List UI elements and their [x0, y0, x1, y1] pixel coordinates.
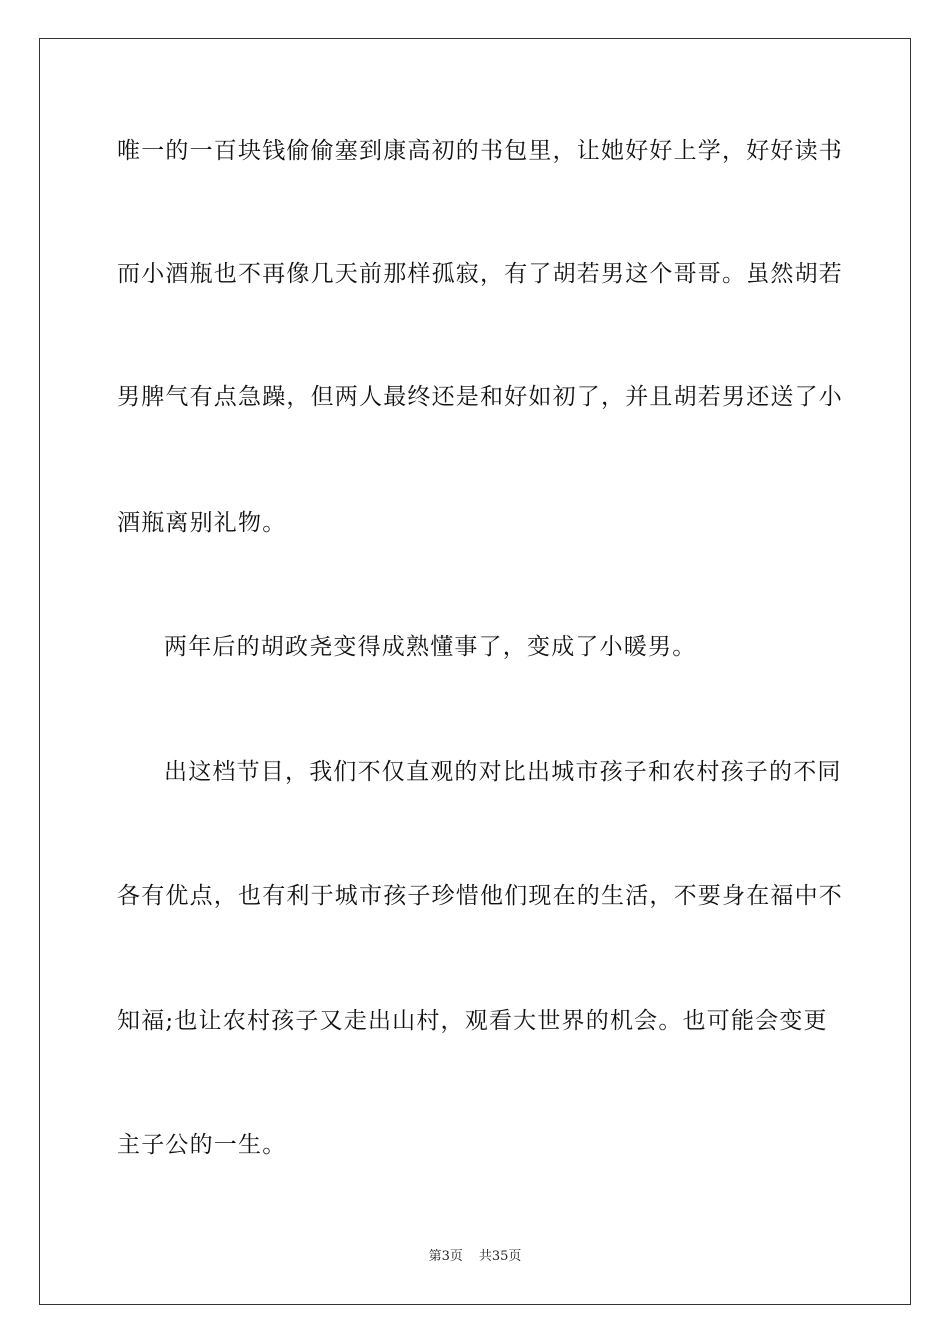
paragraph-line: 而小酒瓶也不再像几天前那样孤寂，有了胡若男这个哥哥。虽然胡若 — [117, 261, 843, 287]
paragraph-line: 唯一的一百块钱偷偷塞到康高初的书包里，让她好好上学，好好读书 — [117, 138, 843, 164]
paragraph-line: 出这档节目，我们不仅直观的对比出城市孩子和农村孩子的不同 — [164, 759, 842, 785]
paragraph-line: 男脾气有点急躁，但两人最终还是和好如初了，并且胡若男还送了小 — [117, 384, 843, 410]
paragraph-line: 各有优点，也有利于城市孩子珍惜他们现在的生活，不要身在福中不 — [117, 883, 843, 909]
paragraph-line: 主子公的一生。 — [117, 1132, 287, 1158]
paragraph-line: 知福;也让农村孩子又走出山村，观看大世界的机会。也可能会变更 — [117, 1008, 828, 1034]
paragraph-line: 两年后的胡政尧变得成熟懂事了，变成了小暖男。 — [164, 634, 697, 660]
page-footer — [0, 1248, 950, 1266]
total-pages: 共35页 — [478, 1249, 522, 1264]
paragraph-line: 酒瓶离别礼物。 — [117, 510, 287, 536]
page-number: 第3页 — [428, 1249, 463, 1264]
page-border — [39, 38, 911, 1305]
